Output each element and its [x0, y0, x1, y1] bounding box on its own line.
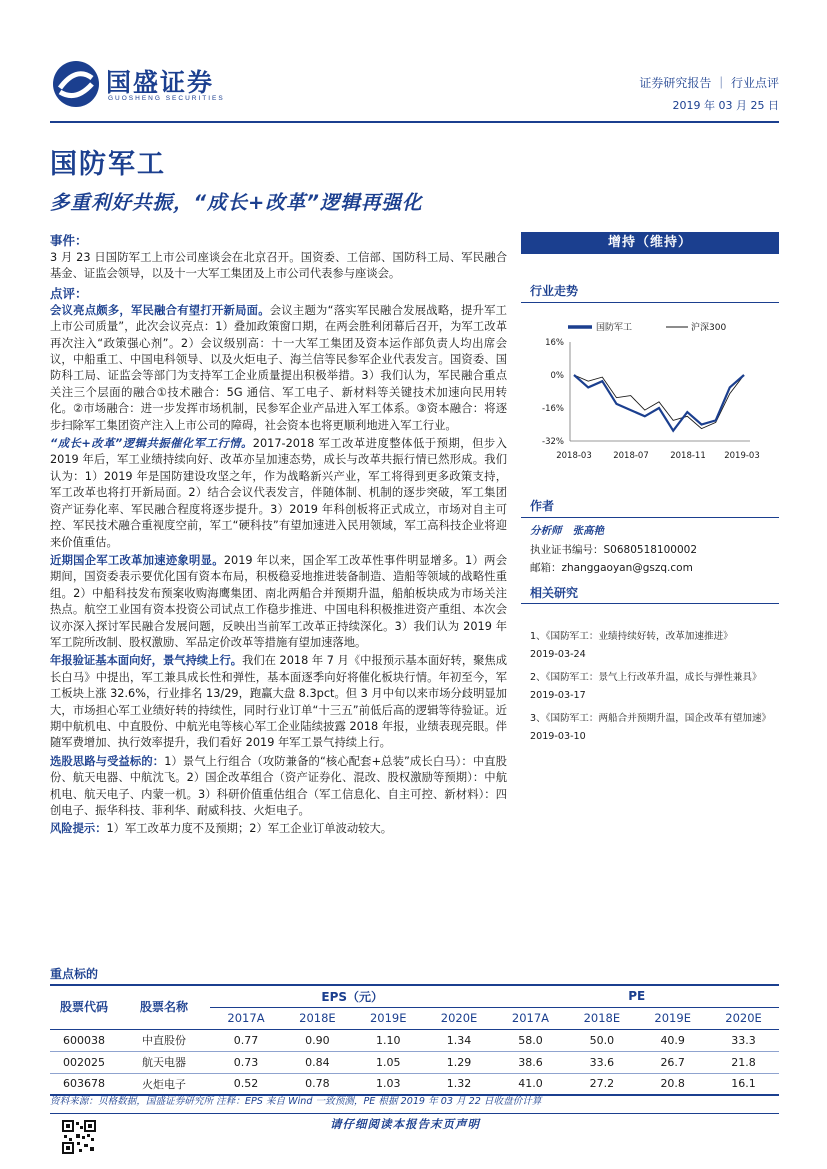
col-header-year: 2020E [708, 1007, 779, 1029]
analyst-email-row [530, 561, 693, 575]
analyst-cert-row [530, 543, 697, 557]
table-cell: 21.8 [708, 1051, 779, 1073]
table-row [50, 1029, 779, 1051]
col-header-name: 股票名称 [118, 985, 210, 1029]
email-label: 邮箱： [530, 562, 562, 574]
x-tick-label: 2018-03 [556, 451, 592, 461]
table-cell: 1.29 [424, 1051, 495, 1073]
analyst-name: 张高艳 [572, 525, 604, 537]
footer-disclaimer[interactable]: 请仔细阅读本报告末页声明 [330, 1117, 480, 1131]
related-item-title[interactable]: 2、《国防军工：景气上行改革升温，成长与弹性兼具》 [530, 672, 762, 683]
table-cell: 0.78 [282, 1073, 353, 1095]
x-tick-label: 2019-03 [724, 451, 760, 461]
related-section-title: 相关研究 [530, 586, 579, 600]
paragraph-text: 2017-2018 军工改革进度整体低于预期，但步入 2019 年后，军工业绩持续向好、改革亦呈加速态势，成长与改革共振行情已然形成。我们认为：1）2019 年是国防建设攻坚之年，作为战略新兴产业，军工将得到更多政策支持，军工改革也将打开新局面。2）结合会议代表发言，伴随体制、机制的逐步突破，军工集团资产证券化率、军民融合程度将逐步提升。3）2019 年科创板将正式成立，市场对自主可控、军民技术融合重视度空前，军工“硬科技”有望加速进入民用领域，军工高科技企业将迎来价值重估。 [50, 437, 507, 549]
table-cell: 16.1 [708, 1073, 779, 1095]
paragraph-lead: 年报验证基本面向好，景气持续上行。 [50, 654, 243, 668]
analyst-role: 分析师 [530, 525, 562, 537]
stock-code: 002025 [50, 1051, 118, 1073]
table-cell: 1.34 [424, 1029, 495, 1051]
qr-code-icon [62, 1120, 96, 1154]
table-cell: 0.52 [210, 1073, 282, 1095]
comment-paragraph-1 [50, 303, 507, 434]
legend-label-defense: 国防军工 [596, 323, 633, 333]
series-line-defense [574, 375, 744, 431]
table-cell: 1.05 [353, 1051, 424, 1073]
col-header-year: 2017A [494, 1007, 566, 1029]
report-type: 证券研究报告 ｜ 行业点评 [639, 76, 779, 90]
y-tick-label: -16% [542, 404, 564, 414]
paragraph-text: 1）军工改革力度不及预期；2）军工企业订单波动较大。 [106, 822, 393, 836]
table-cell: 38.6 [494, 1051, 566, 1073]
table-cell: 1.32 [424, 1073, 495, 1095]
comment-paragraph-5 [50, 754, 507, 820]
event-text: 3 月 23 日国防军工上市公司座谈会在北京召开。国资委、工信部、国防科工局、军民融合基金、证监会领导，以及十一大军工集团及上市公司代表参与座谈会。 [50, 251, 507, 281]
y-tick-label: 0% [550, 371, 564, 381]
stock-code: 600038 [50, 1029, 118, 1051]
trend-title: 行业走势 [530, 284, 579, 298]
col-header-code: 股票代码 [50, 985, 118, 1029]
col-header-pe: PE [494, 985, 779, 1007]
stock-name: 中直股份 [118, 1029, 210, 1051]
comment-paragraph-3 [50, 553, 507, 651]
trend-chart [530, 318, 780, 468]
col-header-year: 2018E [282, 1007, 353, 1029]
col-header-year: 2019E [637, 1007, 708, 1029]
report-date: 2019 年 03 月 25 日 [672, 99, 779, 112]
event-title: 事件： [50, 233, 88, 248]
cert-label: 执业证书编号： [530, 544, 604, 556]
y-tick-label: 16% [545, 338, 564, 348]
paragraph-lead: 选股思路与受益标的： [50, 754, 165, 768]
rating-badge: 增持（维持） [521, 232, 779, 254]
main-body [50, 232, 507, 840]
table-cell: 58.0 [494, 1029, 566, 1051]
table-cell: 0.84 [282, 1051, 353, 1073]
related-item-date: 2019-03-10 [530, 731, 586, 742]
table-cell: 1.03 [353, 1073, 424, 1095]
stock-name: 火炬电子 [118, 1073, 210, 1095]
logo-text: 国盛证券 [106, 68, 215, 97]
table-row [50, 1051, 779, 1073]
related-item-date: 2019-03-17 [530, 690, 586, 701]
table-cell: 50.0 [566, 1029, 637, 1051]
col-header-eps: EPS（元） [210, 985, 494, 1007]
report-headline: 多重利好共振，“成长+改革”逻辑再强化 [50, 191, 423, 214]
table-cell: 26.7 [637, 1051, 708, 1073]
table-cell: 20.8 [637, 1073, 708, 1095]
table-cell: 0.73 [210, 1051, 282, 1073]
paragraph-lead: “成长+改革”逻辑共振催化军工行情。 [50, 437, 253, 451]
table-cell: 40.9 [637, 1029, 708, 1051]
analyst-divider [521, 517, 779, 518]
logo-subtitle: GUOSHENG SECURITIES [108, 95, 225, 102]
table-cell: 33.3 [708, 1029, 779, 1051]
sector-title: 国防军工 [50, 149, 166, 180]
paragraph-lead: 近期国企军工改革加速迹象明显。 [50, 553, 224, 567]
x-tick-label: 2018-07 [613, 451, 649, 461]
col-header-year: 2017A [210, 1007, 282, 1029]
table-cell: 0.90 [282, 1029, 353, 1051]
trend-divider [521, 302, 779, 303]
col-header-year: 2020E [424, 1007, 495, 1029]
comment-paragraph-4 [50, 653, 507, 751]
table-cell: 27.2 [566, 1073, 637, 1095]
col-header-year: 2019E [353, 1007, 424, 1029]
paragraph-text: 我们在 2018 年 7 月《中报预示基本面好转，聚焦成长白马》中提出，军工兼具成长性和弹性，基本面逐季向好将催化板块行情。年初至今，军工板块上涨 32.6%，行业排名 13/29，跑赢大盘 8.3pct。但 3 月中旬以来市场分歧明显加大，市场担心军工业绩好转的持续性，同时行业订单“十三五”前低后高的逻辑等待验证。近期中航机电、中直股份、中航光电等核心军工企业陆续披露 2018 年报，业绩表现亮眼。伴随军费增加、执行效率提升，我们看好 2019 年军工景气持续上行。 [50, 654, 508, 750]
table-cell: 0.77 [210, 1029, 282, 1051]
comment-paragraph-2 [50, 436, 507, 551]
y-tick-label: -32% [542, 437, 564, 447]
paragraph-lead: 风险提示： [50, 822, 107, 836]
comment-paragraph-6 [50, 821, 507, 837]
legend-label-csi300: 沪深300 [691, 323, 727, 333]
paragraph-text: 1）景气上行组合（攻防兼备的“核心配套+总装”成长白马）：中直股份、航天电器、中航沈飞。2）国企改革组合（资产证券化、混改、股权激励等预期）：中航机电、航天电子、内蒙一机。3）科研价值重估组合（军工信息化、自主可控、新材料）：四创电子、振华科技、菲利华、耐威科技、火炬电子。 [50, 754, 507, 817]
analyst-email[interactable]: zhanggaoyan@gszq.com [561, 562, 693, 574]
stock-name: 航天电器 [118, 1051, 210, 1073]
table-cell: 33.6 [566, 1051, 637, 1073]
paragraph-text: 2019 年以来，国企军工改革性事件明显增多。1）两会期间，国资委表示要优化国有资本布局，积极稳妥地推进装备制造、造船等领域的战略性重组。2）中船科技发布预案收购海鹰集团、南北两船合并预期升温，船舶板块成为市场关注热点。航空工业国有资本投资公司试点工作稳步推进、中国电科积极推进资产重组、本次会议亦深入探讨军民融合发展问题，反映出当前军工改革正持续深化。3）我们认为 2019 年军工院所改制、股权激励、军品定价改革等措施有望加速落地。 [50, 553, 507, 649]
stocks-table [50, 984, 779, 1096]
paragraph-lead: 会议亮点颇多，军民融合有望打开新局面。 [50, 303, 270, 317]
related-item-title[interactable]: 3、《国防军工：两船合并预期升温，国企改革有望加速》 [530, 713, 772, 724]
col-header-year: 2018E [566, 1007, 637, 1029]
related-research-list [530, 629, 780, 752]
related-item-date: 2019-03-24 [530, 649, 586, 660]
header-divider [50, 121, 779, 123]
cert-number: S0680518100002 [603, 544, 698, 556]
related-item-title[interactable]: 1、《国防军工：业绩持续好转，改革加速推进》 [530, 631, 733, 642]
table-cell: 41.0 [494, 1073, 566, 1095]
paragraph-text: 会议主题为“落实军民融合发展战略，提升军工上市公司质量”，此次会议亮点：1）叠加政策窗口期，在两会胜利闭幕后召开，为军工改革再次注入“政策强心剂”。2）会议级别高：十一大军工集团及资本运作部负责人均出席会议，中船重工、中国电科领导、以及火炬电子、海兰信等民参军企业代表发言。国资委、国防科工局、证监会等部门为支持军工企业质量提出积极举措。3）我们认为，军民融合重点关注三个层面的融合①技术融合：5G 通信、军工电子、新材料等关键技术加速向民用转化。②市场融合：进一步发挥市场机制，民参军企业产品进入军工体系。③资本融合：将逐步扫除军工集团资产注入上市公司的障碍，社会资本也将更顺利地进入军工行业。 [50, 303, 507, 432]
x-tick-label: 2018-11 [670, 451, 706, 461]
stock-code: 603678 [50, 1073, 118, 1095]
related-divider [521, 603, 779, 604]
analyst-name-row [530, 524, 604, 538]
chart-legend [568, 321, 726, 333]
table-source-note: 资料来源：贝格数据，国盛证券研究所 注释：EPS 来自 Wind 一致预测，PE 根据 2019 年 03 月 22 日收盘价计算 [50, 1096, 542, 1107]
analyst-section-title: 作者 [530, 499, 555, 513]
comment-title: 点评： [50, 285, 88, 301]
table-cell: 1.10 [353, 1029, 424, 1051]
table-row [50, 1073, 779, 1095]
footer-divider [50, 1113, 779, 1114]
stocks-table-title: 重点标的 [50, 967, 99, 981]
